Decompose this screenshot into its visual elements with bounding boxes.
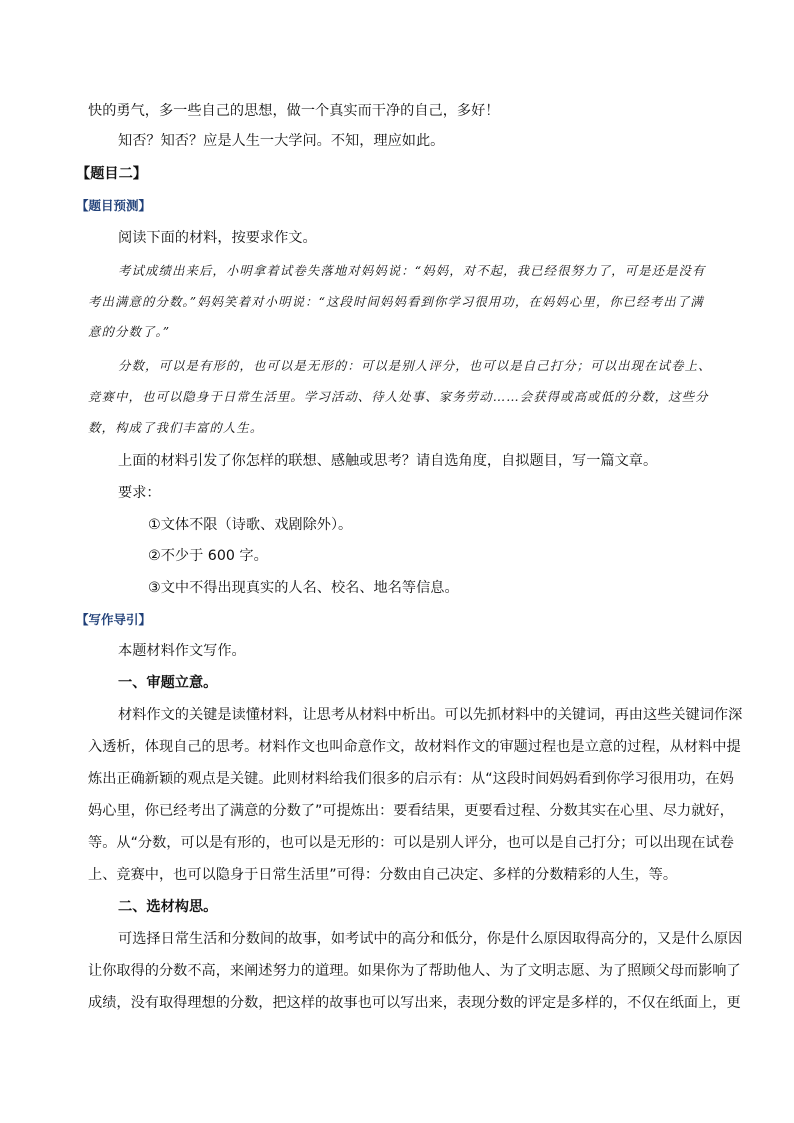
material-line: 考出满意的分数。”妈妈笑着对小明说：“这段时间妈妈看到你学习很用功，在妈妈心里，你已经考出了满 (88, 294, 704, 309)
body-line: 等。从“分数，可以是有形的，也可以是无形的：可以是别人评分，也可以是自己打分；可以出现在试卷 (88, 835, 734, 851)
body-line: 可选择日常生活和分数间的故事，如考试中的高分和低分，你是什么原因取得高分的，又是什么原因 (118, 931, 743, 947)
requirement-item: ②不少于 600 字。 (148, 548, 268, 564)
body-line: 妈心里，你已经考出了满意的分数了”可提炼出：要看结果，更要看过程、分数其实在心里、尽力就好， (88, 803, 734, 819)
section2-title: 二、选材构思。 (118, 899, 218, 915)
requirement-item: ③文中不得出现真实的人名、校名、地名等信息。 (148, 580, 459, 596)
tag-prediction: 【题目预测】 (76, 198, 152, 213)
material-line: 考试成绩出来后，小明拿着试卷失落地对妈妈说：“妈妈，对不起，我已经很努力了，可是还是没有 (118, 263, 706, 278)
material-line: 数，构成了我们丰富的人生。 (88, 420, 264, 435)
material-line: 竞赛中，也可以隐身于日常生活里。学习活动、待人处事、家务劳动……会获得或高或低的分数，这些分 (88, 389, 709, 404)
body-line: 成绩，没有取得理想的分数，把这样的故事也可以写出来，表现分数的评定是多样的，不仅在纸面上，更 (88, 995, 741, 1011)
material-line: 分数，可以是有形的，也可以是无形的：可以是别人评分，也可以是自己打分；可以出现在试卷上、 (118, 358, 712, 373)
material-line: 意的分数了。” (88, 324, 171, 339)
section1-title: 一、审题立意。 (118, 675, 218, 691)
guide-intro: 本题材料作文写作。 (118, 643, 246, 659)
body-line: 入透析，体现自己的思考。材料作文也叫命意作文，故材料作文的审题过程也是立意的过程，从材料中提 (88, 739, 741, 755)
body-line: 让你取得的分数不高，来阐述努力的道理。如果你为了帮助他人、为了文明志愿、为了照顾父母而影响了 (88, 963, 741, 979)
tag-guide: 【写作导引】 (76, 612, 152, 627)
requirement-item: ①文体不限（诗歌、戏剧除外）。 (148, 517, 353, 533)
section-title: 【题目二】 (76, 166, 147, 182)
text-line: 知否？知否？应是人生一大学问。不知，理应如此。 (118, 133, 445, 149)
body-line: 材料作文的关键是读懂材料，让思考从材料中析出。可以先抓材料中的关键词，再由这些关键词作深 (118, 707, 743, 723)
prompt-intro: 阅读下面的材料，按要求作文。 (118, 230, 317, 246)
body-line: 上、竞赛中，也可以隐身于日常生活里”可得：分数由自己决定、多样的分数精彩的人生，等。 (88, 867, 678, 883)
requirements-label: 要求： (118, 485, 161, 501)
text-line: 快的勇气，多一些自己的思想，做一个真实而干净的自己，多好！ (88, 103, 500, 119)
body-line: 炼出正确新颖的观点是关键。此则材料给我们很多的启示有：从“这段时间妈妈看到你学习很用功，在妈 (88, 771, 734, 787)
task-text: 上面的材料引发了你怎样的联想、感触或思考？请自选角度，自拟题目，写一篇文章。 (118, 453, 658, 469)
